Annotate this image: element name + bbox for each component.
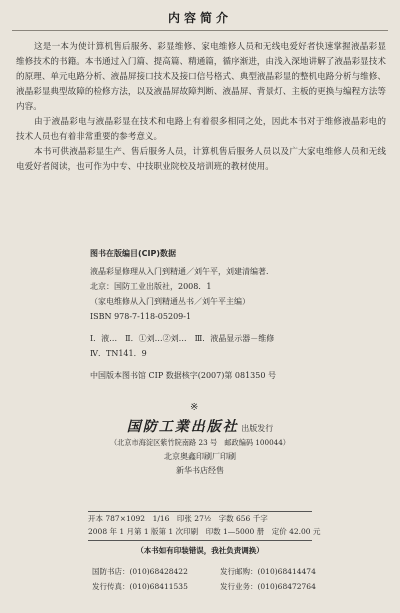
contact-mail-order: 发行邮购：(010)68414474	[220, 567, 316, 576]
contact-row	[92, 579, 392, 594]
content-summary	[16, 40, 386, 175]
distributor-line: 新华书店经售	[176, 466, 224, 475]
publisher-logo: 国防工業出版社	[126, 419, 239, 435]
specs-block	[88, 512, 388, 538]
title-divider	[12, 30, 388, 31]
contact-bookstore: 国防书店：(010)68428422	[92, 567, 188, 576]
cip-line-record: 中国版本图书馆 CIP 数据核字(2007)第 081350 号	[90, 371, 276, 380]
cip-line-title: 液晶彩显修理从入门到精通／刘午平，刘建清编著．	[90, 267, 274, 276]
page-title: 内容简介	[167, 11, 232, 25]
publisher-suffix: 出版发行	[241, 424, 274, 433]
cip-line-publisher: 北京：国防工业出版社，2008．1	[90, 282, 212, 291]
specs-line-2: 2008 年 1 月第 1 版第 1 次印刷 印数 1—5000 册 定价 42.00 元	[88, 527, 321, 536]
contact-row	[92, 564, 392, 579]
contact-block	[92, 564, 392, 594]
printer-line: 北京奥鑫印刷厂印刷	[164, 452, 236, 461]
cip-line-isbn: ISBN 978-7-118-05209-1	[90, 312, 192, 321]
cip-heading: 图书在版编目(CIP)数据	[90, 249, 177, 258]
summary-paragraph-1: 这是一本为使计算机售后服务、彩显维修、家电维修人员和无线电爱好者快速掌握液晶彩显维修技术的书籍。本书通过入门篇、提高篇、精通篇，循序渐进，由浅入深地讲解了液晶彩显技术的原理、单元电路分析、液晶屏接口技术及接口信号格式、典型液晶彩显的整机电路分析与维修、液晶彩显典型故障的检修方法，以及液晶屏故障判断、液晶屏、背景灯、主板的更换与编程方法等内容。	[16, 42, 386, 112]
cip-line-tn: Ⅳ．TN141．9	[90, 349, 147, 358]
specs-line-1: 开本 787×1092 1/16 印张 27½ 字数 656 千字	[88, 514, 268, 523]
cip-block	[90, 246, 380, 383]
contact-business: 发行业务：(010)68472764	[220, 582, 316, 591]
specs-bottom-rule	[88, 540, 312, 541]
cip-line-series: （家电维修从入门到精通丛书／刘午平主编）	[90, 297, 250, 306]
publisher-address: （北京市海淀区紫竹院南路 23 号 邮政编码 100044）	[109, 438, 290, 447]
cip-line-classification: Ⅰ．液… Ⅱ．①刘…②刘… Ⅲ．液晶显示器－维修	[90, 334, 275, 343]
summary-paragraph-2: 由于液晶彩电与液晶彩显在技术和电路上有着很多相同之处，因此本书对于维修液晶彩电的技术人员也有着非常重要的参考意义。	[16, 117, 386, 142]
contact-fax: 发行传真：(010)68411535	[92, 582, 188, 591]
separator-mark: ※	[190, 402, 199, 413]
summary-paragraph-3: 本书可供液晶彩显生产、售后服务人员，计算机售后服务人员以及广大家电维修人员和无线电爱好者阅读，也可作为中专、中技职业院校及培训班的教材使用。	[16, 147, 386, 172]
publisher-block	[0, 420, 400, 478]
defect-notice: （本书如有印装错误，我社负责调换）	[136, 546, 264, 555]
